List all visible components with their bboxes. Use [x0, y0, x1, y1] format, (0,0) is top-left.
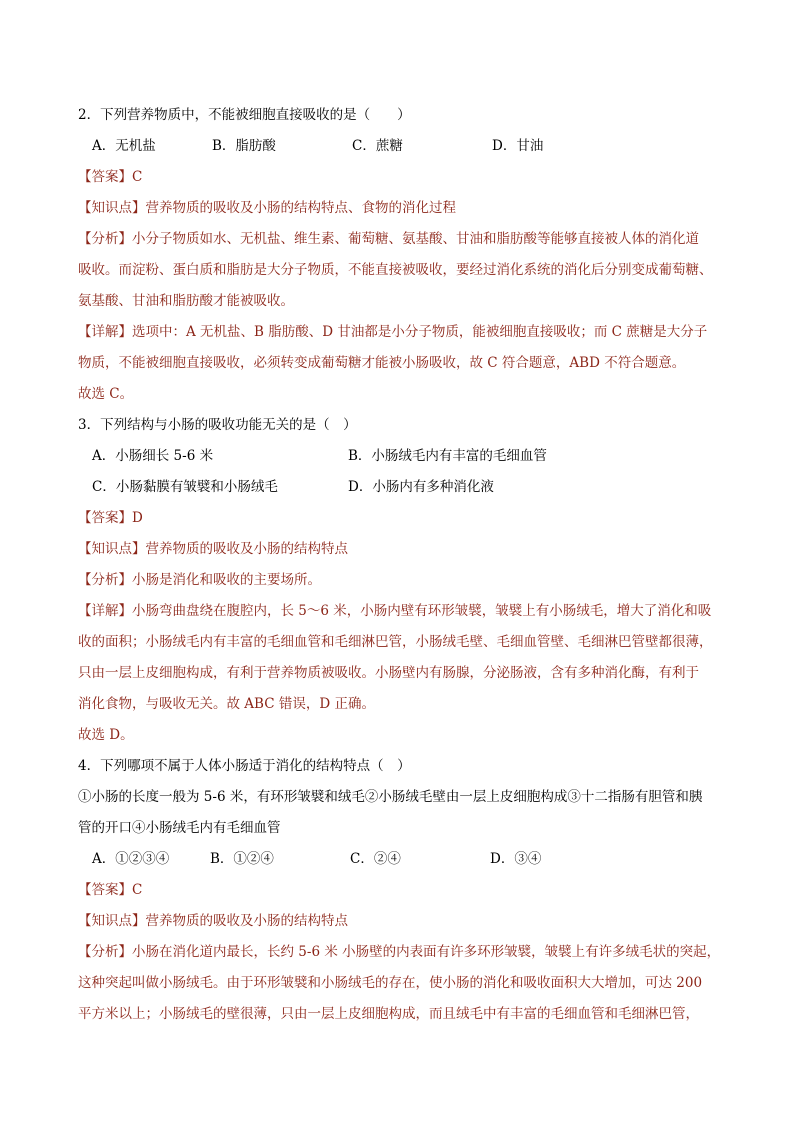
q3-conclusion: 故选 D。 — [78, 727, 134, 743]
q4-stem: 4．下列哪项不属于人体小肠适于消化的结构特点（ ） — [78, 758, 411, 774]
q4-body-line: ①小肠的长度一般为 5-6 米，有环形皱襞和绒毛②小肠绒毛壁由一层上皮细胞构成③十二指肠有胆管和胰 — [78, 789, 703, 805]
analysis-line: 平方米以上；小肠绒毛的壁很薄，只由一层上皮细胞构成，而且绒毛中有丰富的毛细血管和毛细淋巴管， — [78, 1006, 699, 1022]
analysis-line: 这种突起叫做小肠绒毛。由于环形皱襞和小肠绒毛的存在，使小肠的消化和吸收面积大大增加，可达 200 — [78, 975, 703, 991]
analysis-line: 吸收。而淀粉、蛋白质和脂肪是大分子物质，不能直接被吸收，要经过消化系统的消化后分别变成葡萄糖、 — [78, 262, 713, 278]
q2-options — [78, 131, 728, 162]
q2-option-d: D．甘油 — [492, 138, 544, 154]
q2-option-c: C．蔗糖 — [352, 138, 403, 154]
detail-line: 物质，不能被细胞直接吸收，必须转变成葡萄糖才能被小肠吸收，故 C 符合题意，ABD 不符合题意。 — [78, 355, 686, 371]
knowledge-tag: 【知识点】 — [78, 913, 146, 929]
q4-body-line: 管的开口④小肠绒毛内有毛细血管 — [78, 820, 281, 836]
detail-line: 小肠弯曲盘绕在腹腔内，长 5～6 米，小肠内壁有环形皱襞，皱襞上有小肠绒毛，增大了消化和吸 — [132, 603, 712, 619]
detail-line: 选项中：A 无机盐、B 脂肪酸、D 甘油都是小分子物质，能被细胞直接吸收；而 C 蔗糖是大分子 — [132, 324, 708, 340]
q3-option-c: C．小肠黏膜有皱襞和小肠绒毛 — [92, 479, 278, 495]
q2-option-b: B．脂肪酸 — [212, 138, 276, 154]
analysis-tag: 【分析】 — [78, 572, 132, 588]
q4-option-c: C．②④ — [350, 851, 401, 867]
answer-tag: 【答案】 — [78, 169, 132, 185]
detail-tag: 【详解】 — [78, 603, 132, 619]
knowledge-value: 营养物质的吸收及小肠的结构特点 — [145, 913, 348, 929]
q2-analysis — [78, 224, 728, 317]
detail-line: 只由一层上皮细胞构成，有利于营养物质被吸收。小肠壁内有肠腺，分泌肠液，含有多种消化酶，有利于 — [78, 665, 699, 681]
q3-stem: 3．下列结构与小肠的吸收功能无关的是（ ） — [78, 417, 357, 433]
q3-analysis — [78, 565, 728, 596]
q2-knowledge — [78, 193, 728, 224]
knowledge-tag: 【知识点】 — [78, 541, 146, 557]
q3-option-b: B．小肠绒毛内有丰富的毛细血管 — [348, 448, 547, 464]
knowledge-value: 营养物质的吸收及小肠的结构特点、食物的消化过程 — [145, 200, 456, 216]
answer-tag: 【答案】 — [78, 510, 132, 526]
analysis-line: 小分子物质如水、无机盐、维生素、葡萄糖、氨基酸、甘油和脂肪酸等能够直接被人体的消化道 — [132, 231, 699, 247]
q4-knowledge — [78, 906, 728, 937]
q2-stem: 2．下列营养物质中，不能被细胞直接吸收的是（ ） — [78, 107, 411, 123]
q4-options — [78, 844, 728, 875]
answer-value: D — [132, 510, 143, 526]
analysis-line: 小肠是消化和吸收的主要场所。 — [132, 572, 321, 588]
q4-option-d: D．③④ — [490, 851, 542, 867]
detail-tag: 【详解】 — [78, 324, 132, 340]
knowledge-tag: 【知识点】 — [78, 200, 146, 216]
q3-knowledge — [78, 534, 728, 565]
detail-line: 收的面积；小肠绒毛内有丰富的毛细血管和毛细淋巴管，小肠绒毛壁、毛细血管壁、毛细淋巴管壁都很薄， — [78, 634, 713, 650]
q2-conclusion: 故选 C。 — [78, 386, 134, 402]
q3-option-a: A．小肠细长 5-6 米 — [92, 448, 214, 464]
q2-detail — [78, 317, 728, 379]
q4-option-a: A．①②③④ — [92, 851, 170, 867]
q4-option-b: B．①②④ — [210, 851, 274, 867]
q4-answer — [78, 875, 728, 906]
q3-option-d: D．小肠内有多种消化液 — [348, 479, 494, 495]
q3-options-row-1 — [78, 441, 728, 472]
analysis-tag: 【分析】 — [78, 944, 132, 960]
q3-detail — [78, 596, 728, 720]
analysis-line: 小肠在消化道内最长，长约 5-6 米 小肠壁的内表面有许多环形皱襞，皱襞上有许多绒毛状的突起， — [132, 944, 721, 960]
analysis-line: 氨基酸、甘油和脂肪酸才能被吸收。 — [78, 293, 294, 309]
document-body — [78, 100, 728, 1030]
q3-options-row-2 — [78, 472, 728, 503]
q3-answer — [78, 503, 728, 534]
answer-tag: 【答案】 — [78, 882, 132, 898]
analysis-tag: 【分析】 — [78, 231, 132, 247]
q2-option-a: A．无机盐 — [92, 138, 156, 154]
answer-value: C — [132, 882, 143, 898]
answer-value: C — [132, 169, 143, 185]
detail-line: 消化食物，与吸收无关。故 ABC 错误，D 正确。 — [78, 696, 375, 712]
q4-analysis — [78, 937, 728, 1030]
q2-answer — [78, 162, 728, 193]
knowledge-value: 营养物质的吸收及小肠的结构特点 — [145, 541, 348, 557]
